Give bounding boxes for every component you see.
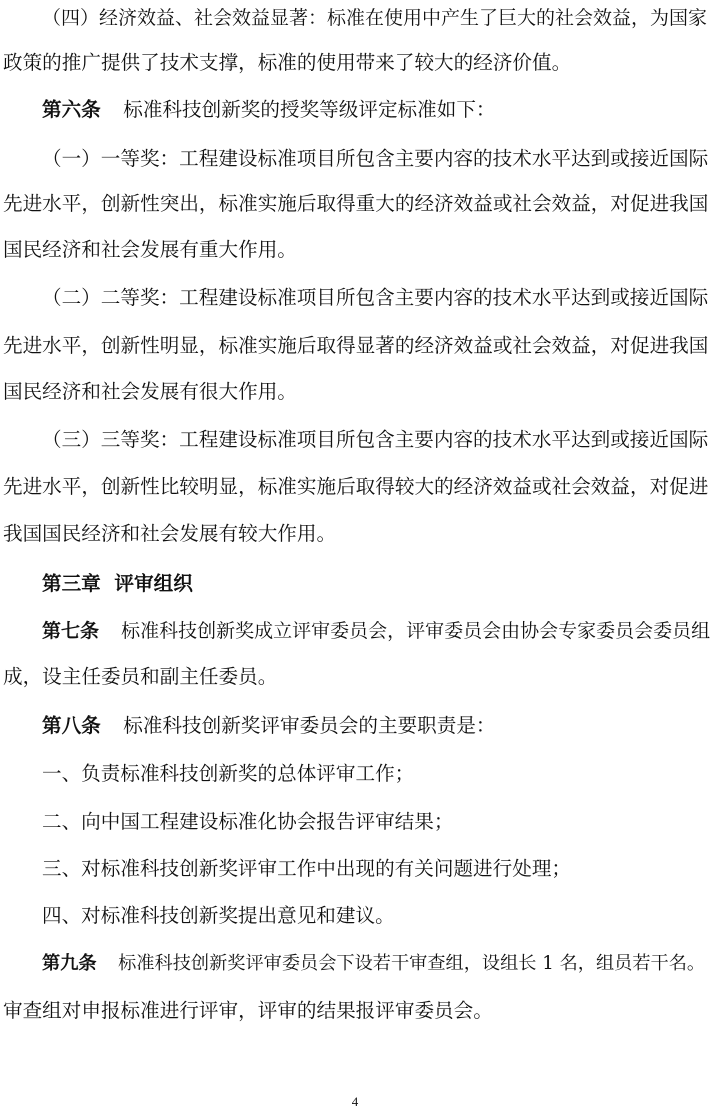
paragraph-line	[0, 186, 710, 222]
chapter-line	[0, 566, 710, 602]
chapter-heading: 第三章 评审组织	[42, 572, 193, 595]
paragraph-text: 成，设主任委员和副主任委员。	[3, 665, 278, 688]
paragraph-line	[0, 422, 710, 458]
paragraph-text: （二）二等奖：工程建设标准项目所包含主要内容的技术水平达到或接近国际	[42, 286, 709, 309]
paragraph-text: 审查组对申报标准进行评审，评审的结果报评审委员会。	[3, 999, 493, 1022]
article-line	[0, 92, 710, 128]
list-item	[0, 851, 710, 887]
list-item-text: 四、对标准科技创新奖提出意见和建议。	[42, 904, 395, 927]
list-item-text: 一、负责标准科技创新奖的总体评审工作；	[42, 762, 415, 785]
paragraph-line	[0, 516, 710, 552]
paragraph-line	[0, 328, 710, 364]
paragraph-line	[0, 45, 710, 81]
list-item-text: 二、向中国工程建设标准化协会报告评审结果；	[42, 810, 454, 833]
list-item	[0, 804, 710, 840]
article-heading: 第七条	[42, 620, 100, 642]
article-heading: 第八条	[42, 714, 101, 737]
article-text: 标准科技创新奖评审委员会下设若干审查组，设组长 1 名，组员若干名。	[118, 953, 706, 974]
paragraph-text: 先进水平，创新性明显，标准实施后取得显著的经济效益或社会效益，对促进我国	[3, 334, 709, 357]
list-item-text: 三、对标准科技创新奖评审工作中出现的有关问题进行处理；	[42, 857, 572, 880]
article-heading: 第九条	[42, 953, 97, 974]
article-text: 标准科技创新奖成立评审委员会，评审委员会由协会专家委员会委员组	[121, 620, 710, 642]
page-number: 4	[351, 1094, 359, 1109]
paragraph-line	[0, 659, 710, 695]
paragraph-text: 国民经济和社会发展有很大作用。	[3, 380, 297, 403]
list-item	[0, 756, 710, 792]
paragraph-text: （一）一等奖：工程建设标准项目所包含主要内容的技术水平达到或接近国际	[42, 147, 709, 170]
paragraph-line	[0, 993, 710, 1029]
article-line	[0, 708, 710, 744]
paragraph-line	[0, 141, 710, 177]
paragraph-text: 先进水平，创新性突出，标准实施后取得重大的经济效益或社会效益，对促进我国	[3, 192, 709, 215]
paragraph-text: （四）经济效益、社会效益显著：标准在使用中产生了巨大的社会效益，为国家	[42, 7, 708, 29]
paragraph-text: 先进水平，创新性比较明显，标准实施后取得较大的经济效益或社会效益，对促进	[3, 475, 709, 498]
paragraph-line	[0, 0, 710, 36]
paragraph-text: 我国国民经济和社会发展有较大作用。	[3, 522, 337, 545]
paragraph-line	[0, 232, 710, 268]
paragraph-text: 政策的推广提供了技术支撑，标准的使用带来了较大的经济价值。	[3, 51, 572, 74]
paragraph-line	[0, 280, 710, 316]
list-item	[0, 898, 710, 934]
article-text: 标准科技创新奖评审委员会的主要职责是：	[123, 714, 496, 737]
article-heading: 第六条	[42, 98, 101, 121]
article-line	[0, 946, 710, 982]
article-line	[0, 613, 710, 649]
paragraph-text: 国民经济和社会发展有重大作用。	[3, 238, 297, 261]
paragraph-line	[0, 374, 710, 410]
paragraph-line	[0, 469, 710, 505]
paragraph-text: （三）三等奖：工程建设标准项目所包含主要内容的技术水平达到或接近国际	[42, 428, 709, 451]
article-text: 标准科技创新奖的授奖等级评定标准如下：	[123, 98, 496, 121]
